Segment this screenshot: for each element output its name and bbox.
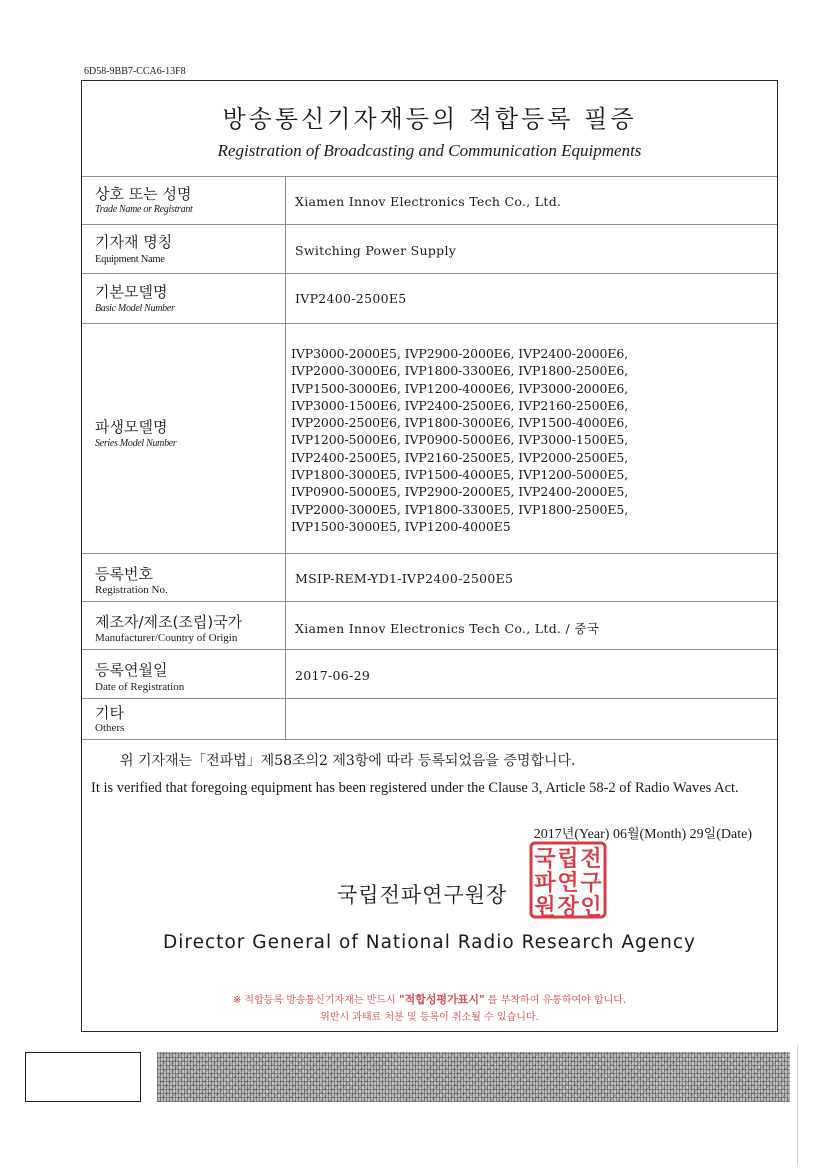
row-trade-name [82,176,777,225]
notice-text: 를 부착하여 유통하여야 합니다. [487,995,627,1006]
notice-text: ※ 적합등록 방송통신기자재는 반드시 [232,995,396,1006]
label-ko: 기타 [95,704,124,722]
trade-name-value: Xiamen Innov Electronics Tech Co., Ltd. [295,194,562,209]
year-ko: 년 [561,827,575,842]
svg-text:립: 립 [557,847,579,872]
label-ko: 파생모델명 [95,418,168,436]
conformity-mark-phrase: "적합성평가표시" [398,993,485,1006]
series-model-line: IVP1200-5000E6, IVP0900-5000E6, IVP3000-1500E5, [291,432,629,448]
svg-text:연: 연 [557,871,579,896]
notice-line-1 [82,991,777,1007]
day-en: (Date) [716,827,752,842]
registration-no-value: MSIP-REM-YD1-IVP2400-2500E5 [295,571,514,586]
date-of-registration-value: 2017-06-29 [295,668,371,683]
day-ko: 일 [703,827,717,842]
label-en: Registration No. [95,584,168,596]
series-model-list [291,345,628,535]
series-model-line: IVP3000-2000E5, IVP2900-2000E6, IVP2400-2000E6, [291,346,629,361]
official-seal [529,841,607,919]
notice-line-2: 위반시 과태료 처분 및 등록이 취소될 수 있습니다. [320,1012,539,1023]
label-en: Others [95,722,125,734]
series-model-line: IVP0900-5000E5, IVP2900-2000E5, IVP2400-2000E5, [291,484,629,500]
label-cell [82,225,286,274]
series-model-line: IVP2000-2500E6, IVP1800-3000E6, IVP1500-4000E6, [291,415,629,431]
label-en: Basic Model Number [95,303,175,314]
manufacturer-value: Xiamen Innov Electronics Tech Co., Ltd. / 중국 [295,621,600,636]
series-model-line: IVP1500-3000E5, IVP1200-4000E5 [291,518,511,534]
director-title-english: Director General of National Radio Research Agency [163,932,696,953]
month-en: (Month) [639,827,687,842]
series-model-line: IVP2400-2500E5, IVP2160-2500E5, IVP2000-2500E5, [291,449,629,465]
label-ko: 기본모델명 [95,283,168,301]
series-model-line: IVP1500-3000E6, IVP1200-4000E6, IVP3000-2000E6, [291,380,629,396]
month-ko: 월 [626,827,640,842]
label-cell [82,324,286,554]
svg-text:원: 원 [534,895,556,919]
label-en: Equipment Name [95,254,165,265]
label-ko: 상호 또는 성명 [95,185,192,203]
statement-korean: 위 기자재는「전파법」제58조의2 제3항에 따라 등록되었음을 증명합니다. [120,753,576,769]
document-code: 6D58-9BB7-CCA6-13F8 [84,66,186,77]
svg-text:파: 파 [534,871,556,896]
label-cell [82,602,286,650]
label-en: Trade Name or Registrant [95,204,193,215]
security-pattern-strip [157,1052,790,1102]
series-model-line: IVP1800-3000E5, IVP1500-4000E5, IVP1200-5000E5, [291,467,629,483]
svg-text:국: 국 [534,847,556,872]
svg-text:인: 인 [580,895,602,919]
row-equipment-name [82,224,777,274]
issue-month: 06 [612,827,627,842]
row-series-model [82,323,777,554]
row-registration-no [82,553,777,602]
svg-text:장: 장 [557,895,579,919]
row-date-of-registration [82,649,777,699]
year-en: (Year) [574,827,610,842]
label-cell [82,274,286,324]
row-manufacturer [82,601,777,650]
title-english: Registration of Broadcasting and Communication Equipments [217,141,642,160]
empty-stamp-box [25,1052,141,1102]
issuing-authority-korean: 국립전파연구원장 [337,883,508,907]
label-ko: 기자재 명칭 [95,233,173,251]
svg-text:구: 구 [580,871,602,896]
series-model-line: IVP3000-1500E6, IVP2400-2500E6, IVP2160-2500E6, [291,397,629,413]
label-ko: 제조자/제조(조립)국가 [95,613,243,631]
row-others [82,698,777,740]
label-cell [82,699,286,739]
label-en: Manufacturer/Country of Origin [95,632,238,644]
statement-english: It is verified that foregoing equipment has been registered under the Clause 3, Article 58-2 of Radio Waves Act. [91,780,739,796]
series-model-line: IVP2000-3000E5, IVP1800-3300E5, IVP1800-2500E5, [291,501,629,517]
label-cell [82,177,286,225]
equipment-name-value: Switching Power Supply [295,243,457,258]
basic-model-value: IVP2400-2500E5 [295,291,407,306]
label-en: Series Model Number [95,438,177,449]
scan-edge-line [797,1045,798,1165]
label-en: Date of Registration [95,681,185,693]
label-ko: 등록연월일 [95,661,168,679]
issue-year: 2017 [533,827,562,842]
label-cell [82,554,286,602]
series-model-line: IVP2000-3000E6, IVP1800-3300E6, IVP1800-2500E6, [291,363,629,379]
label-cell [82,650,286,699]
certificate-frame [81,80,778,1032]
title-korean: 방송통신기자재등의 적합등록 필증 [222,105,637,133]
svg-text:전: 전 [580,847,602,872]
issue-day: 29 [689,827,704,842]
label-ko: 등록번호 [95,565,153,583]
issue-date [534,823,752,843]
row-basic-model [82,273,777,324]
